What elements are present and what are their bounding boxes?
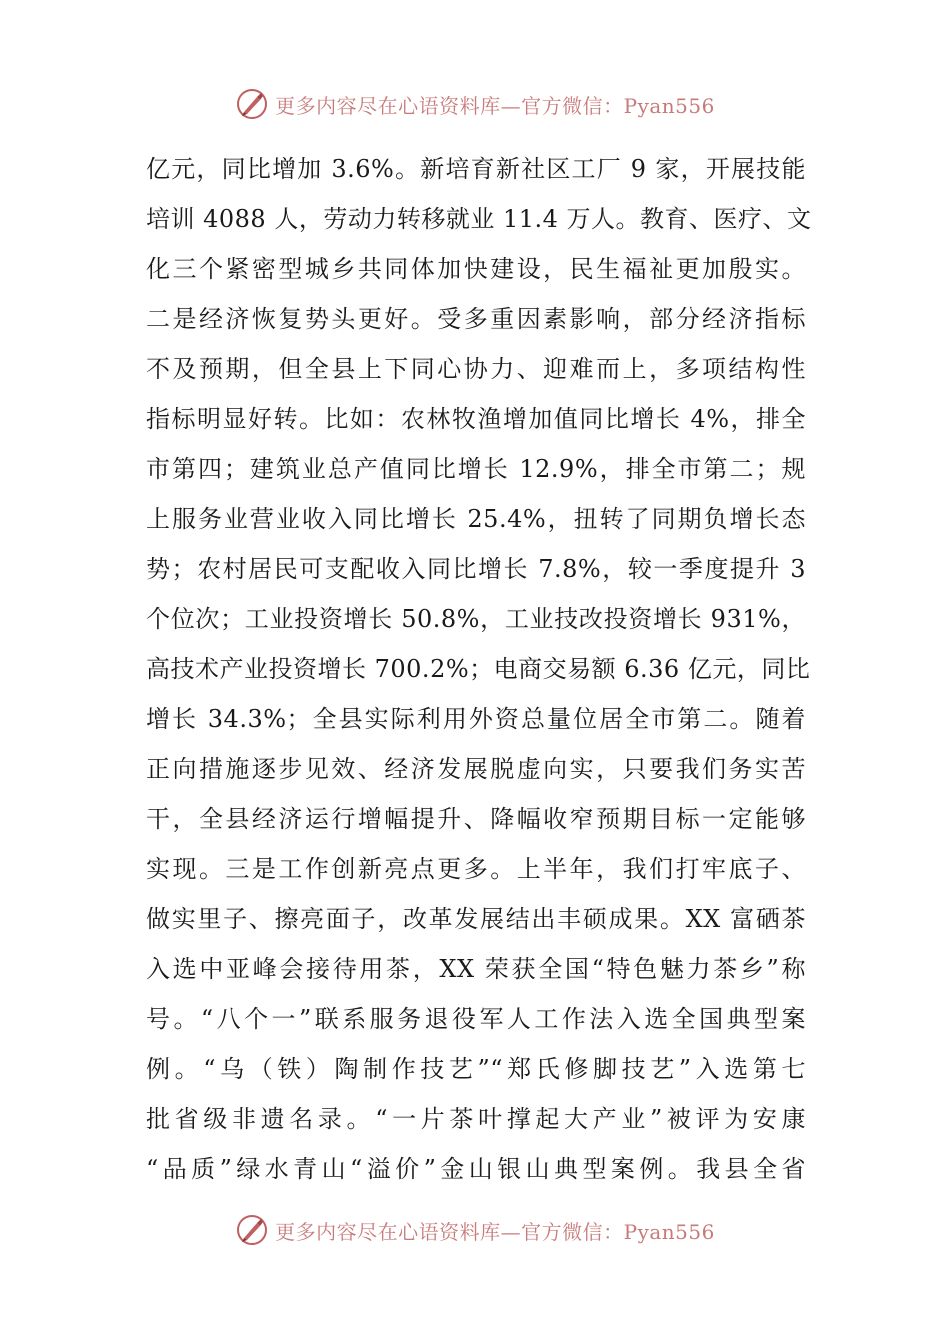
text-line: 正向措施逐步见效、经济发展脱虚向实，只要我们务实苦 <box>146 755 806 783</box>
pen-logo-icon <box>235 87 269 121</box>
footer-watermark-banner <box>0 1210 950 1250</box>
text-line: 个位次；工业投资增长 50.8%，工业技改投资增长 931%， <box>146 605 806 633</box>
text-line: 培训 4088 人，劳动力转移就业 11.4 万人。教育、医疗、文 <box>146 205 812 233</box>
text-line: 指标明显好转。比如：农林牧渔增加值同比增长 4%，排全 <box>146 405 806 433</box>
text-line: 市第四；建筑业总产值同比增长 12.9%，排全市第二；规 <box>146 455 806 483</box>
text-line: 入选中亚峰会接待用茶，XX 荣获全国“特色魅力茶乡”称 <box>146 955 806 983</box>
text-line: 号。“八个一”联系服务退役军人工作法入选全国典型案 <box>146 1005 806 1033</box>
text-line: 高技术产业投资增长 700.2%；电商交易额 6.36 亿元，同比 <box>146 655 811 683</box>
text-line: 化三个紧密型城乡共同体加快建设，民生福祉更加殷实。 <box>146 255 806 283</box>
text-line: 实现。三是工作创新亮点更多。上半年，我们打牢底子、 <box>146 855 806 883</box>
text-line: 干，全县经济运行增幅提升、降幅收窄预期目标一定能够 <box>146 805 806 833</box>
text-line: 例。“乌（铁）陶制作技艺”“郑氏修脚技艺”入选第七 <box>146 1055 806 1083</box>
text-line: 上服务业营业收入同比增长 25.4%，扭转了同期负增长态 <box>146 505 806 533</box>
banner-text: 更多内容尽在心语资料库—官方微信：Pyan556 <box>275 93 715 118</box>
pen-logo-icon <box>235 1213 269 1247</box>
text-line: 不及预期，但全县上下同心协力、迎难而上，多项结构性 <box>146 355 806 383</box>
text-line: 势；农村居民可支配收入同比增长 7.8%，较一季度提升 3 <box>146 555 806 583</box>
text-line: 亿元，同比增加 3.6%。新培育新社区工厂 9 家，开展技能 <box>146 155 806 183</box>
text-line: 增长 34.3%；全县实际利用外资总量位居全市第二。随着 <box>146 705 806 733</box>
text-line: 做实里子、擦亮面子，改革发展结出丰硕成果。XX 富硒茶 <box>146 905 806 933</box>
text-line: 批省级非遗名录。“一片茶叶撑起大产业”被评为安康 <box>146 1105 806 1133</box>
text-line: “品质”绿水青山“溢价”金山银山典型案例。我县全省 <box>146 1155 806 1183</box>
header-watermark-banner <box>0 84 950 124</box>
banner-text: 更多内容尽在心语资料库—官方微信：Pyan556 <box>275 1219 715 1244</box>
document-body <box>146 144 812 1194</box>
text-line: 二是经济恢复势头更好。受多重因素影响，部分经济指标 <box>146 305 806 333</box>
